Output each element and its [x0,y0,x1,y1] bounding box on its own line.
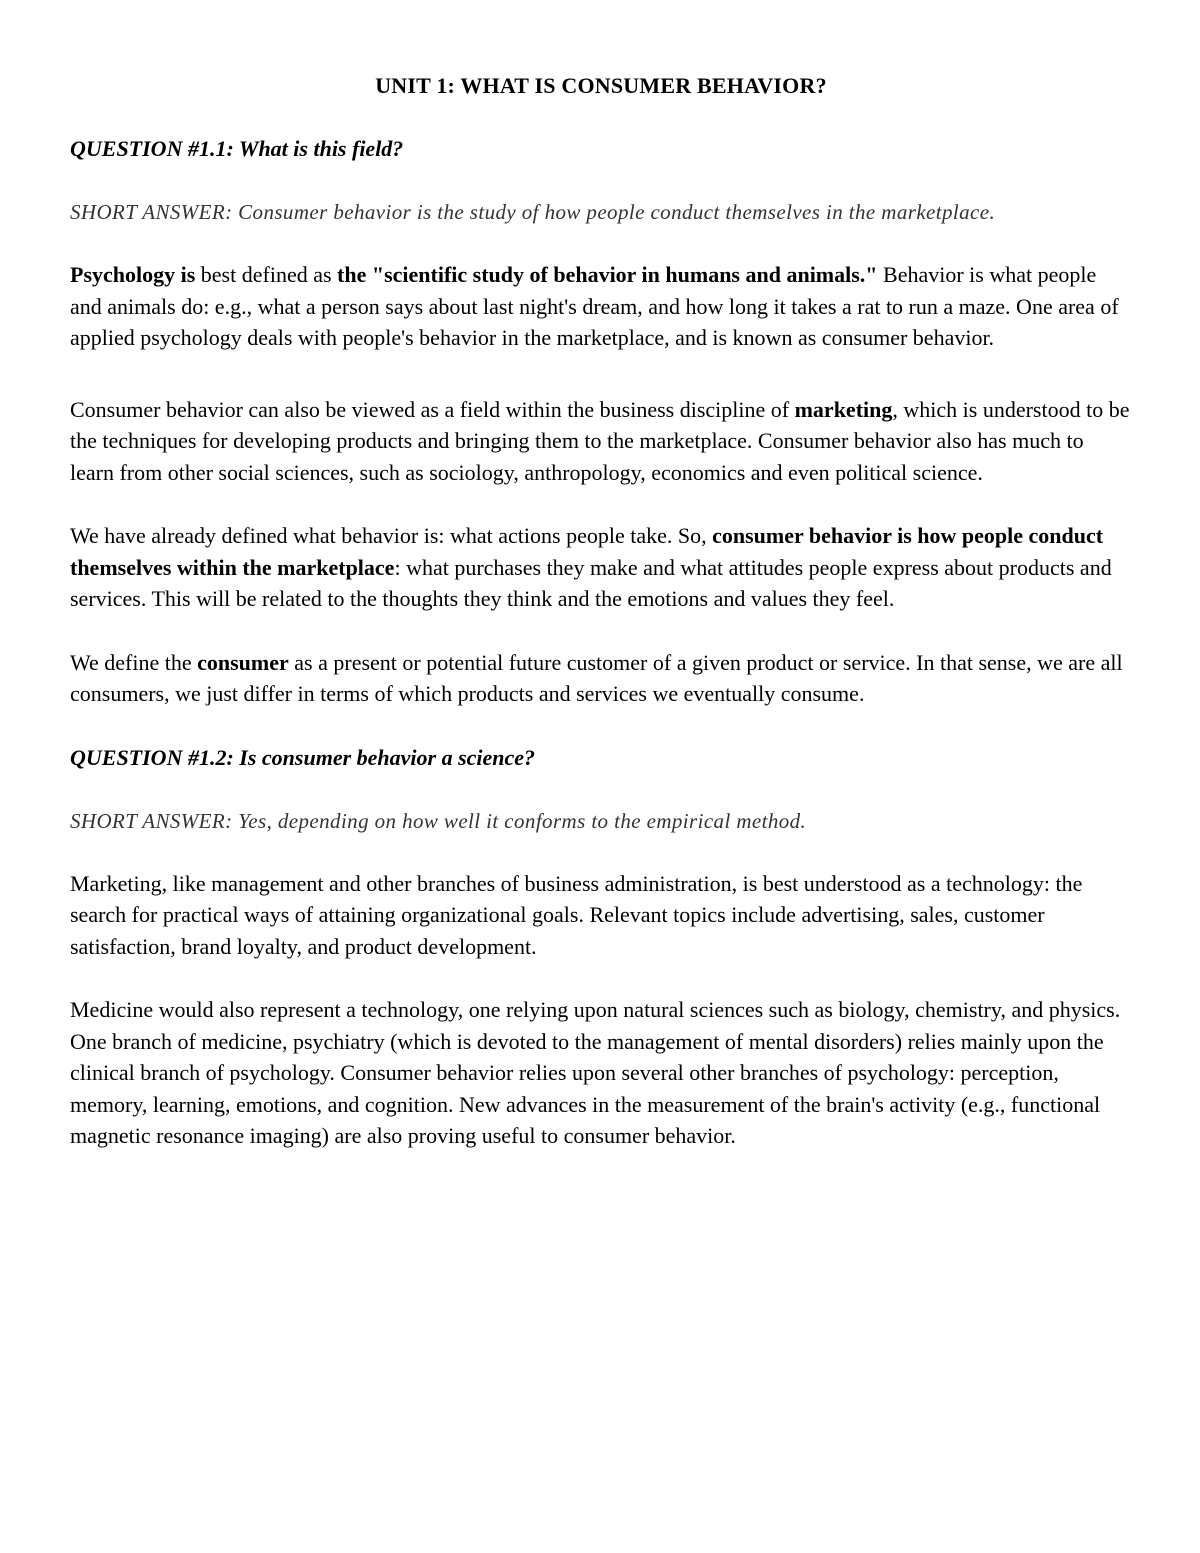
short-answer-1-1: SHORT ANSWER: Consumer behavior is the study of how people conduct themselves in the marketplace. [70,200,996,224]
paragraph-marketing-technology: Marketing, like management and other branches of business administration, is best understood as a technology: the search for practical ways of attaining organizational goals. Relevant topics include advertising, sales, customer satisfaction, brand loyalty, and product development. [70,870,1083,959]
question-1-1-heading: QUESTION #1.1: What is this field? [70,136,404,161]
question-1-2-heading: QUESTION #1.2: Is consumer behavior a science? [70,744,536,770]
bold-definition-consumer-behavior: consumer behavior is how people conduct themselves within the marketplace [70,523,1104,580]
paragraph-medicine-technology: Medicine would also represent a technology, one relying upon natural sciences such as biology, chemistry, and physics. One branch of medicine, psychiatry (which is devoted to the management of mental disorders) relies mainly upon the clinical branch of psychology. Consumer behavior relies upon several other branches of psychology: perception, memory, learning, emotions, and cognition. New advances in the measurement of the brain's activity (e.g., functional magnetic resonance imaging) are also proving useful to consumer behavior. [70,997,1121,1148]
bold-term-psychology: Psychology is [70,262,196,287]
short-answer-1-2: SHORT ANSWER: Yes, depending on how well it conforms to the empirical method. [70,808,807,833]
unit-title: UNIT 1: WHAT IS CONSUMER BEHAVIOR? [375,73,827,98]
paragraph-text: as a present or potential future customer of a given product or service. In that sense, we are all consumers, we just differ in terms of which products and services we eventually consume. [70,649,1123,706]
bold-definition-psychology: the "scientific study of behavior in humans and animals." [337,262,878,287]
paragraph-text: : what purchases they make and what attitudes people express about products and services. This will be related to the thoughts they think and the emotions and values they feel. [70,554,1112,611]
paragraph-text: best defined as [195,262,338,287]
bold-term-marketing: marketing [794,396,893,422]
bold-term-consumer: consumer [197,649,289,675]
paragraph-text: Behavior is what people and animals do: e.g., what a person says about last night's dream, and how long it takes a rat to run a maze. One area of applied psychology deals with people's behavior in the marketplace, and is known as consumer behavior. [70,262,1119,350]
paragraph-consumer-definition [70,647,1132,710]
paragraph-psychology [70,259,1132,354]
paragraph-text: We have already defined what behavior is: what actions people take. So, [70,523,713,548]
paragraph-marketing [70,394,1132,489]
paragraph-consumer-behavior-definition [70,520,1132,615]
paragraph-text: We define the [70,649,198,675]
paragraph-text: , which is understood to be the techniques for developing products and bringing them to the marketplace. Consumer behavior also has much to learn from other social sciences, such as sociology, anthropology, economics and even political science. [70,396,1130,485]
document-page [70,70,1132,1184]
paragraph-text: Consumer behavior can also be viewed as a field within the business discipline of [70,396,795,422]
